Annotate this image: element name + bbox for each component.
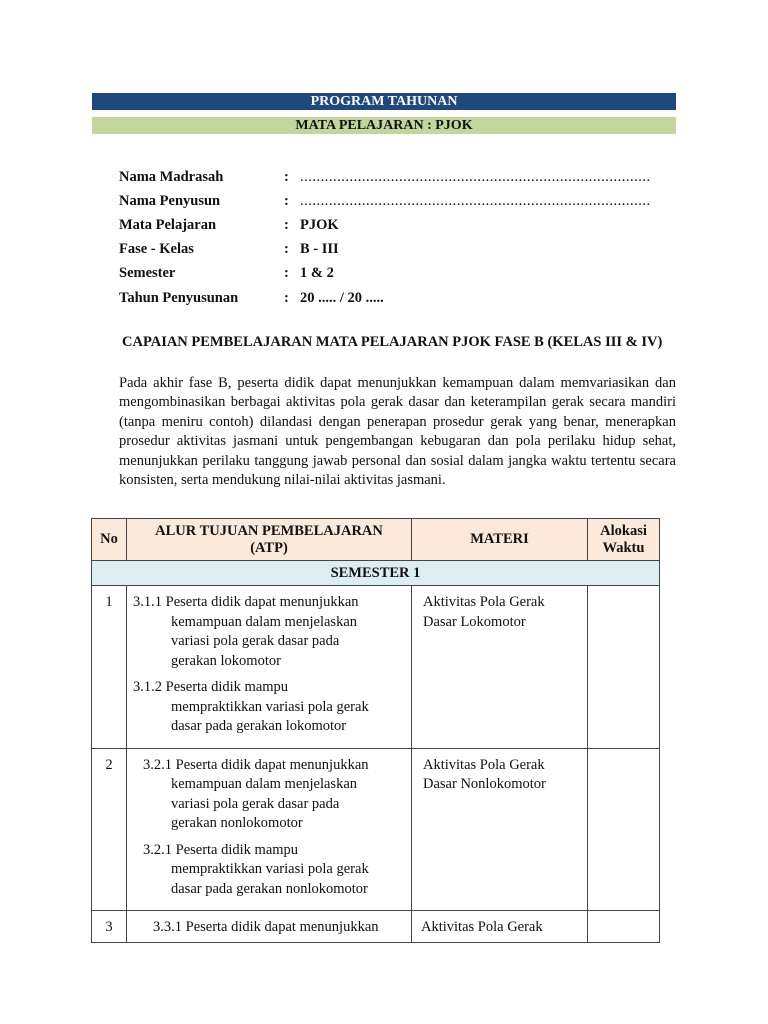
atp-item bbox=[127, 593, 407, 671]
atp-item-first: 3.2.1 Peserta didik mampu bbox=[143, 841, 299, 858]
atp-item-line: mempraktikkan variasi pola gerak bbox=[171, 861, 369, 877]
materi-line: Aktivitas Pola Gerak bbox=[423, 594, 545, 610]
info-label: Nama Madrasah bbox=[119, 168, 224, 185]
atp-item-first: 3.1.1 Peserta didik dapat menunjukkan bbox=[133, 594, 359, 610]
header-no: No bbox=[92, 519, 127, 561]
info-row-fase bbox=[119, 238, 651, 262]
info-row-mapel bbox=[119, 213, 651, 237]
row-number: 3 bbox=[92, 911, 127, 943]
atp-item-line: kemampuan dalam menjelaskan bbox=[171, 776, 358, 792]
info-label: Fase - Kelas bbox=[119, 241, 194, 258]
atp-item bbox=[127, 918, 407, 938]
info-colon: : bbox=[284, 289, 289, 306]
identity-block bbox=[119, 165, 651, 310]
info-colon: : bbox=[284, 265, 289, 282]
info-label: Tahun Penyusunan bbox=[119, 289, 239, 306]
info-row-semester bbox=[119, 262, 651, 286]
materi-line: Aktivitas Pola Gerak bbox=[423, 756, 545, 773]
capaian-title: CAPAIAN PEMBELAJARAN MATA PELAJARAN PJOK FASE B (KELAS III & IV) bbox=[122, 334, 663, 350]
info-colon: : bbox=[284, 216, 289, 233]
table-header-row bbox=[92, 519, 660, 561]
info-row-tahun bbox=[119, 286, 651, 310]
materi-line: Aktivitas Pola Gerak bbox=[421, 919, 543, 935]
row-number: 2 bbox=[92, 748, 127, 911]
table-row bbox=[92, 748, 660, 911]
alokasi-cell bbox=[588, 911, 660, 943]
atp-item-line: dasar pada gerakan lokomotor bbox=[171, 718, 347, 734]
materi-cell bbox=[412, 748, 588, 911]
materi-line: Dasar Nonlokomotor bbox=[423, 776, 546, 792]
atp-cell bbox=[127, 748, 412, 911]
info-value: 20 ..... / 20 ..... bbox=[300, 289, 384, 306]
capaian-paragraph: Pada akhir fase B, peserta didik dapat menunjukkan kemampuan dalam memvariasikan dan mengombinasikan berbagai aktivitas pola gerak dasar dan keterampilan gerak secara mandiri (tanpa meniru contoh) dilandasi dengan penerapan prosedur gerak yang benar, menerapkan prosedur aktivitas jasmani untuk pengembangan kebugaran dan pola perilaku hidup sehat, menunjukkan perilaku tanggung jawab personal dan sosial dalam jangka waktu tertentu secara konsisten, serta mendukung nilai-nilai aktivitas jasmani. bbox=[119, 375, 676, 489]
header-atp-line1: ALUR TUJUAN PEMBELAJARAN bbox=[155, 522, 383, 539]
header-alokasi-line2: Waktu bbox=[602, 539, 645, 556]
atp-item-line: variasi pola gerak dasar pada bbox=[171, 795, 340, 812]
atp-item-first: 3.3.1 Peserta didik dapat menunjukkan bbox=[153, 919, 379, 935]
atp-item bbox=[127, 756, 407, 834]
subject-header: MATA PELAJARAN : PJOK bbox=[92, 117, 676, 134]
info-value: ..................................................................................... bbox=[300, 192, 651, 209]
header-alokasi bbox=[588, 519, 660, 561]
atp-item-line: dasar pada gerakan nonlokomotor bbox=[171, 880, 368, 897]
atp-item bbox=[127, 678, 407, 737]
info-row-madrasah bbox=[119, 165, 651, 189]
info-row-penyusun bbox=[119, 189, 651, 213]
info-colon: : bbox=[284, 241, 289, 258]
materi-cell bbox=[412, 586, 588, 749]
atp-item-first: 3.1.2 Peserta didik mampu bbox=[133, 679, 289, 695]
info-value: ..................................................................................... bbox=[300, 168, 651, 185]
table-row bbox=[92, 586, 660, 749]
atp-item-first: 3.2.1 Peserta didik dapat menunjukkan bbox=[143, 756, 369, 773]
info-label: Semester bbox=[119, 265, 176, 282]
document-title: PROGRAM TAHUNAN bbox=[92, 93, 676, 110]
info-value: PJOK bbox=[300, 216, 339, 233]
info-label: Nama Penyusun bbox=[119, 192, 221, 209]
alokasi-cell bbox=[588, 748, 660, 911]
semester-label: SEMESTER 1 bbox=[92, 561, 660, 586]
semester-row bbox=[92, 561, 660, 586]
row-number: 1 bbox=[92, 586, 127, 749]
materi-cell bbox=[412, 911, 588, 943]
header-materi: MATERI bbox=[412, 519, 588, 561]
atp-item-line: kemampuan dalam menjelaskan bbox=[171, 613, 358, 630]
info-value: B - III bbox=[300, 241, 339, 258]
atp-item-line: variasi pola gerak dasar pada bbox=[171, 633, 340, 649]
atp-cell bbox=[127, 586, 412, 749]
info-colon: : bbox=[284, 192, 289, 209]
header-alokasi-line1: Alokasi bbox=[600, 522, 647, 539]
info-colon: : bbox=[284, 168, 289, 185]
atp-item-line: mempraktikkan variasi pola gerak bbox=[171, 698, 369, 715]
header-atp bbox=[127, 519, 412, 561]
atp-item-line: gerakan lokomotor bbox=[171, 652, 281, 669]
atp-table bbox=[91, 518, 660, 943]
info-value: 1 & 2 bbox=[300, 265, 334, 282]
alokasi-cell bbox=[588, 586, 660, 749]
table-row bbox=[92, 911, 660, 943]
atp-cell bbox=[127, 911, 412, 943]
materi-line: Dasar Lokomotor bbox=[423, 613, 526, 630]
atp-item-line: gerakan nonlokomotor bbox=[171, 815, 303, 831]
header-atp-line2: (ATP) bbox=[250, 539, 288, 556]
info-label: Mata Pelajaran bbox=[119, 216, 217, 233]
atp-item bbox=[127, 841, 407, 900]
